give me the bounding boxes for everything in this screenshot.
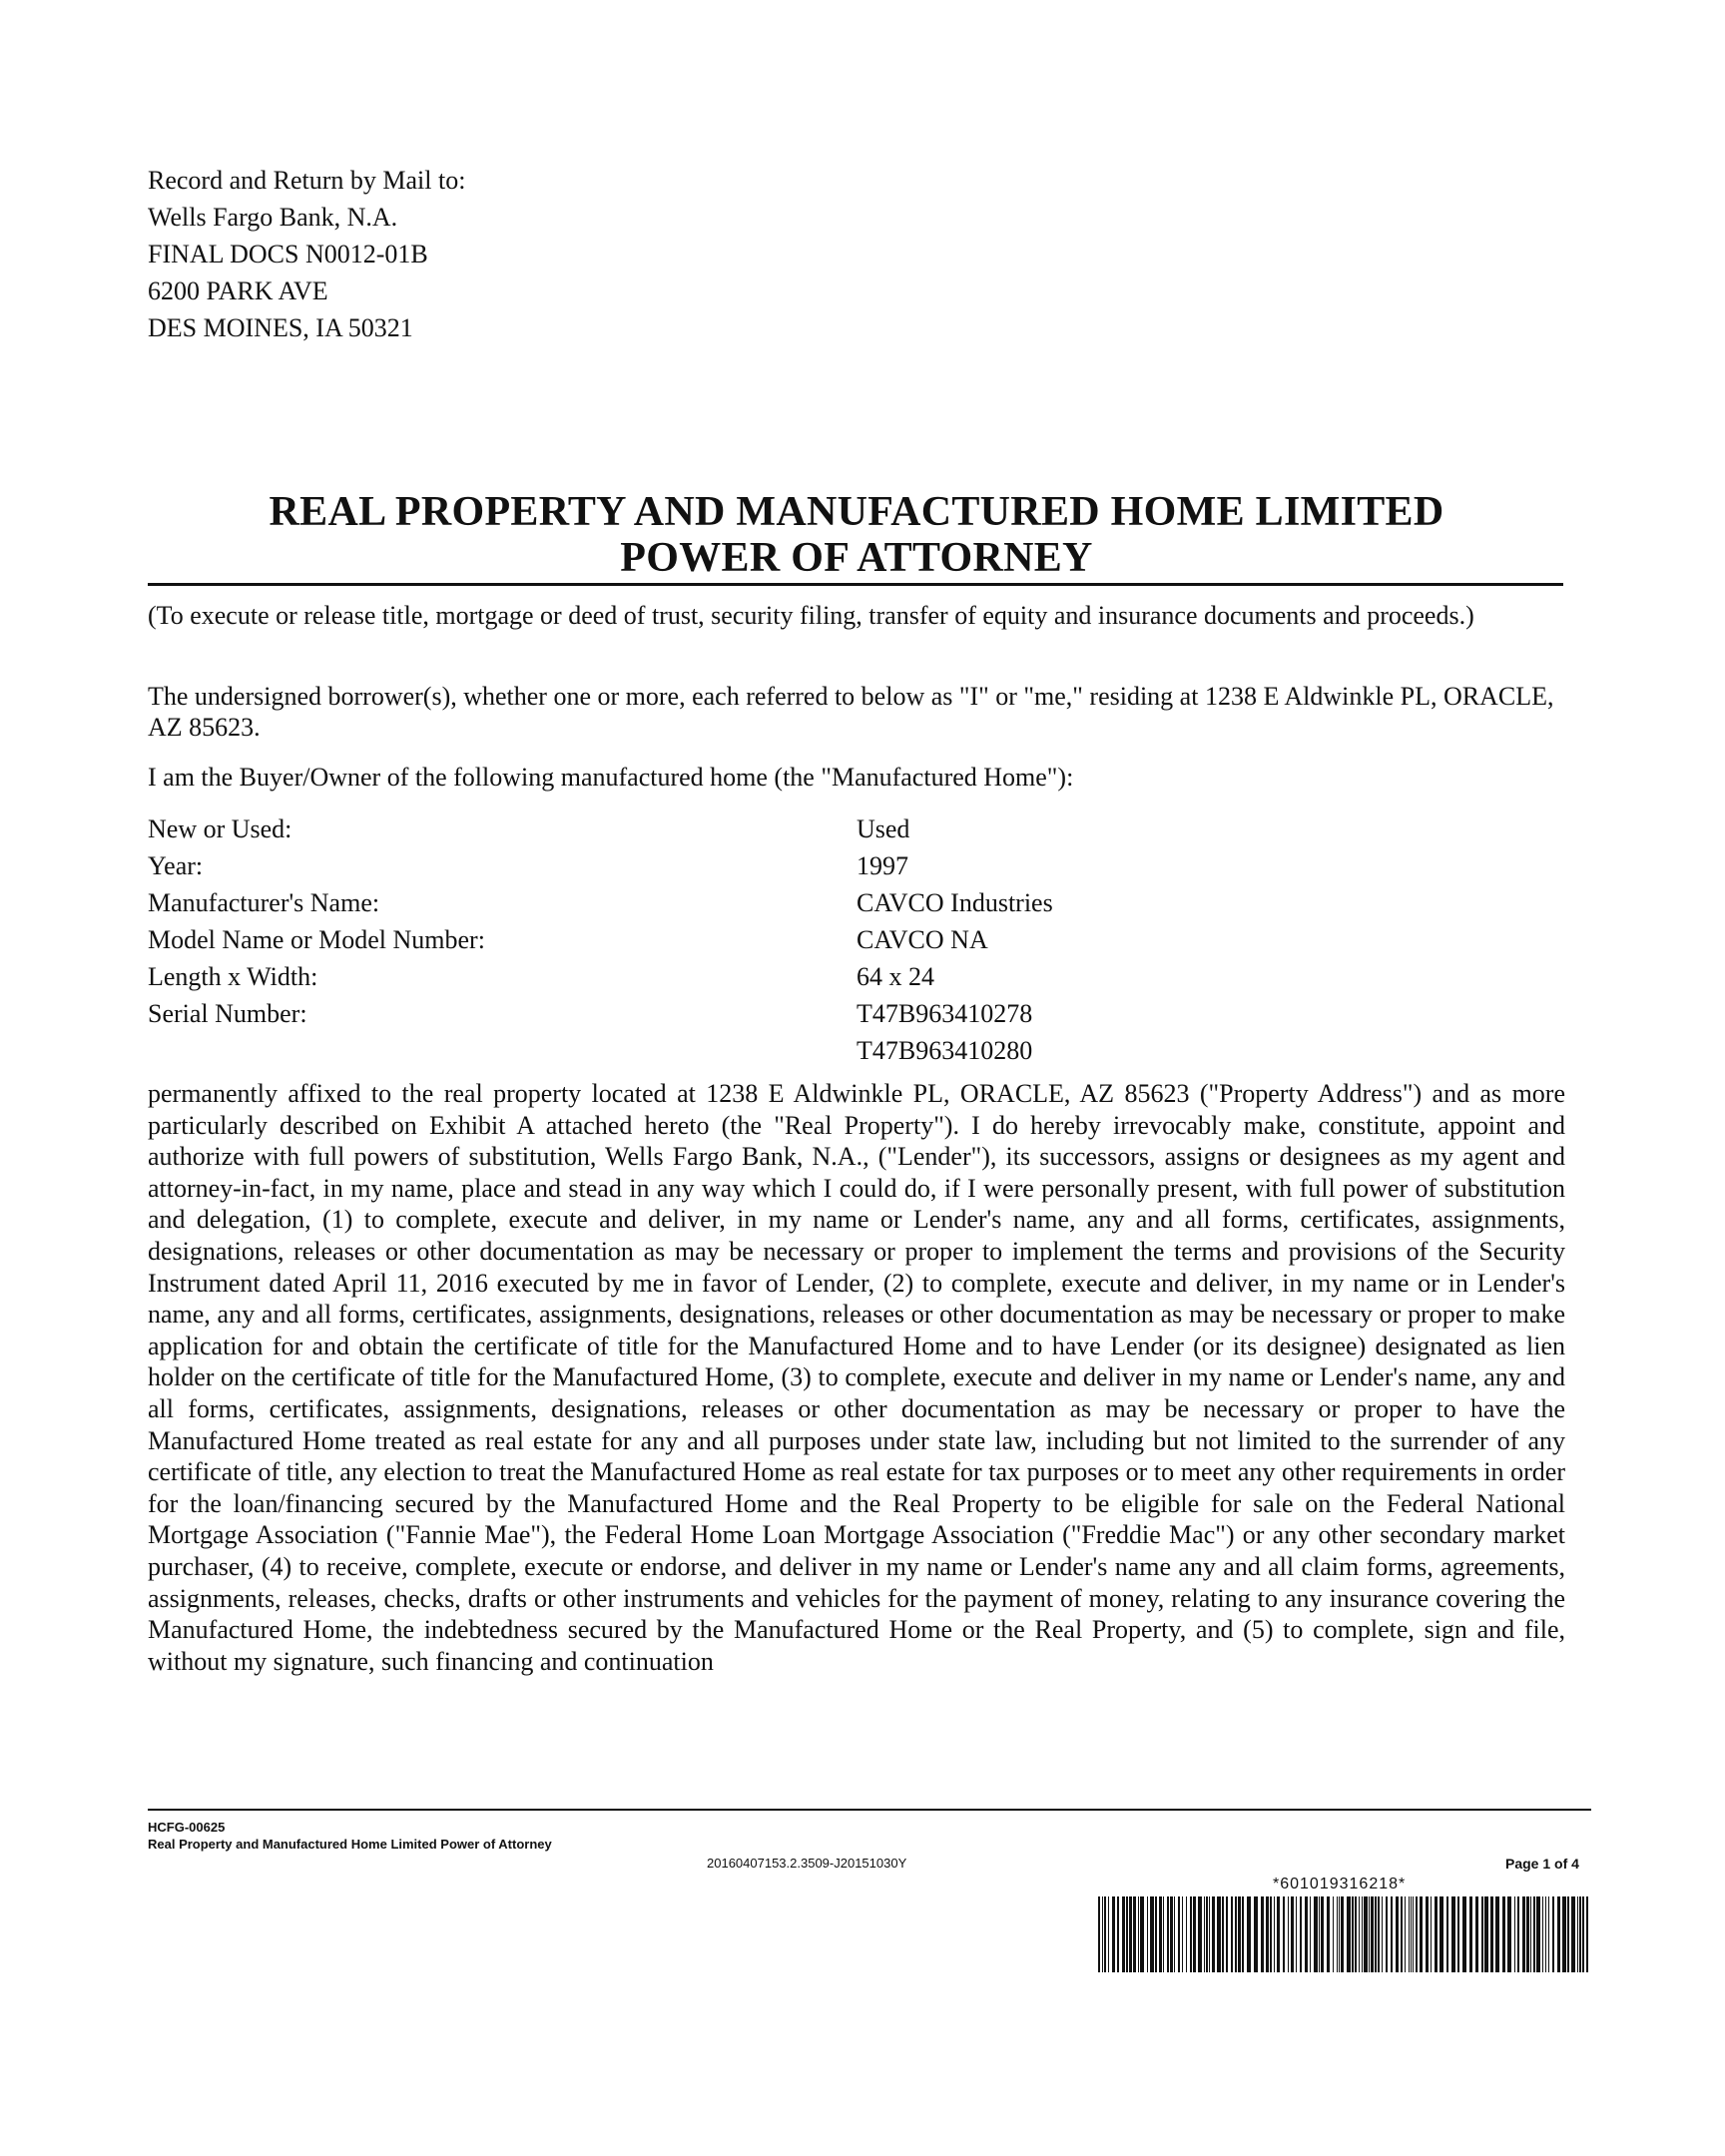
detail-value: CAVCO NA: [857, 925, 988, 954]
mail-line: Wells Fargo Bank, N.A.: [148, 203, 398, 232]
power-of-attorney-body: permanently affixed to the real property located at 1238 E Aldwinkle PL, ORACLE, AZ 85623 ("Property Address") and as more particularly described on Exhibit A attached hereto (the "Real Property"). I do hereby irrevocably make, constitute, appoint and authorize with full powers of substitution, Wells Fargo Bank, N.A., ("Lender"), its successors, assigns or designees as my agent and attorney-in-fact, in my name, place and stead in any way which I could do, if I were personally present, with full power of substitution and delegation, (1) to complete, execute and deliver, in my name or Lender's name, any and all forms, certificates, assignments, designations, releases or other documentation as may be necessary or proper to implement the terms and provisions of the Security Instrument dated April 11, 2016 executed by me in favor of Lender, (2) to complete, execute and deliver, in my name or in Lender's name, any and all forms, certificates, assignments, designations, releases or other documentation as may be necessary or proper to make application for and obtain the certificate of title for the Manufactured Home and to have Lender (or its designee) designated as lien holder on the certificate of title for the Manufactured Home, (3) to complete, execute and deliver in my name or Lender's name, any and all forms, certificates, assignments, designations, releases or other documentation as may be necessary or proper to have the Manufactured Home treated as real estate for any and all purposes under state law, including but not limited to the surrender of any certificate of title, any election to treat the Manufactured Home as real estate for tax purposes or to meet any other requirements in order for the loan/financing secured by the Manufactured Home and the Real Property to be eligible for sale on the Federal National Mortgage Association ("Fannie Mae"), the Federal Home Loan Mortgage Association ("Freddie Mac") or any other secondary market purchaser, (4) to receive, complete, execute or endorse, and deliver in my name or Lender's name any and all claim forms, agreements, assignments, releases, checks, drafts or other instruments and vehicles for the payment of money, relating to any insurance covering the Manufactured Home, the indebtedness secured by the Manufactured Home or the Real Property, and (5) to complete, sign and file, without my signature, such financing and continuation: [148, 1079, 1565, 1676]
detail-value: T47B963410280: [857, 1036, 1033, 1065]
form-id: HCFG-00625: [148, 1820, 226, 1835]
detail-label: Serial Number:: [148, 999, 307, 1028]
detail-value: 1997: [857, 851, 908, 880]
detail-value: T47B963410278: [857, 999, 1033, 1028]
detail-row: [148, 884, 1053, 921]
detail-row: [148, 958, 1053, 995]
owner-statement: I am the Buyer/Owner of the following manufactured home (the "Manufactured Home"):: [148, 763, 1074, 792]
title-line-1: REAL PROPERTY AND MANUFACTURED HOME LIMITED: [269, 489, 1444, 535]
purpose-paragraph: (To execute or release title, mortgage or deed of trust, security filing, transfer of equity and insurance documents and proceeds.): [148, 601, 1474, 630]
document-title: [148, 489, 1565, 581]
footer-divider: [148, 1809, 1591, 1811]
mail-line: DES MOINES, IA 50321: [148, 313, 413, 342]
detail-label: Manufacturer's Name:: [148, 888, 380, 917]
mail-line: FINAL DOCS N0012-01B: [148, 240, 428, 269]
detail-row: [148, 847, 1053, 884]
mail-line: 6200 PARK AVE: [148, 276, 328, 305]
page-number: Page 1 of 4: [1505, 1856, 1579, 1872]
detail-label: [148, 1032, 857, 1069]
detail-label: Length x Width:: [148, 962, 318, 991]
detail-label: New or Used:: [148, 814, 292, 843]
title-line-2: POWER OF ATTORNEY: [620, 535, 1093, 581]
detail-row: [148, 921, 1053, 958]
detail-value: Used: [857, 814, 910, 843]
detail-value: CAVCO Industries: [857, 888, 1053, 917]
title-divider: [148, 583, 1563, 586]
undersigned-paragraph: The undersigned borrower(s), whether one or more, each referred to below as "I" or "me," residing at 1238 E Aldwinkle PL, ORACLE, AZ 85623.: [148, 682, 1554, 742]
document-code: 20160407153.2.3509-J20151030Y: [707, 1856, 907, 1871]
detail-label: Model Name or Model Number:: [148, 925, 485, 954]
mail-line: Record and Return by Mail to:: [148, 166, 466, 195]
detail-value: 64 x 24: [857, 962, 934, 991]
detail-label: Year:: [148, 851, 204, 880]
home-details-table: [148, 810, 1053, 1069]
detail-row: [148, 995, 1053, 1032]
barcode-number: *601019316218*: [1273, 1876, 1407, 1892]
return-mail-address: [148, 162, 465, 346]
detail-row: [148, 1032, 1053, 1069]
detail-row: [148, 810, 1053, 847]
form-name: Real Property and Manufactured Home Limited Power of Attorney: [148, 1837, 552, 1852]
